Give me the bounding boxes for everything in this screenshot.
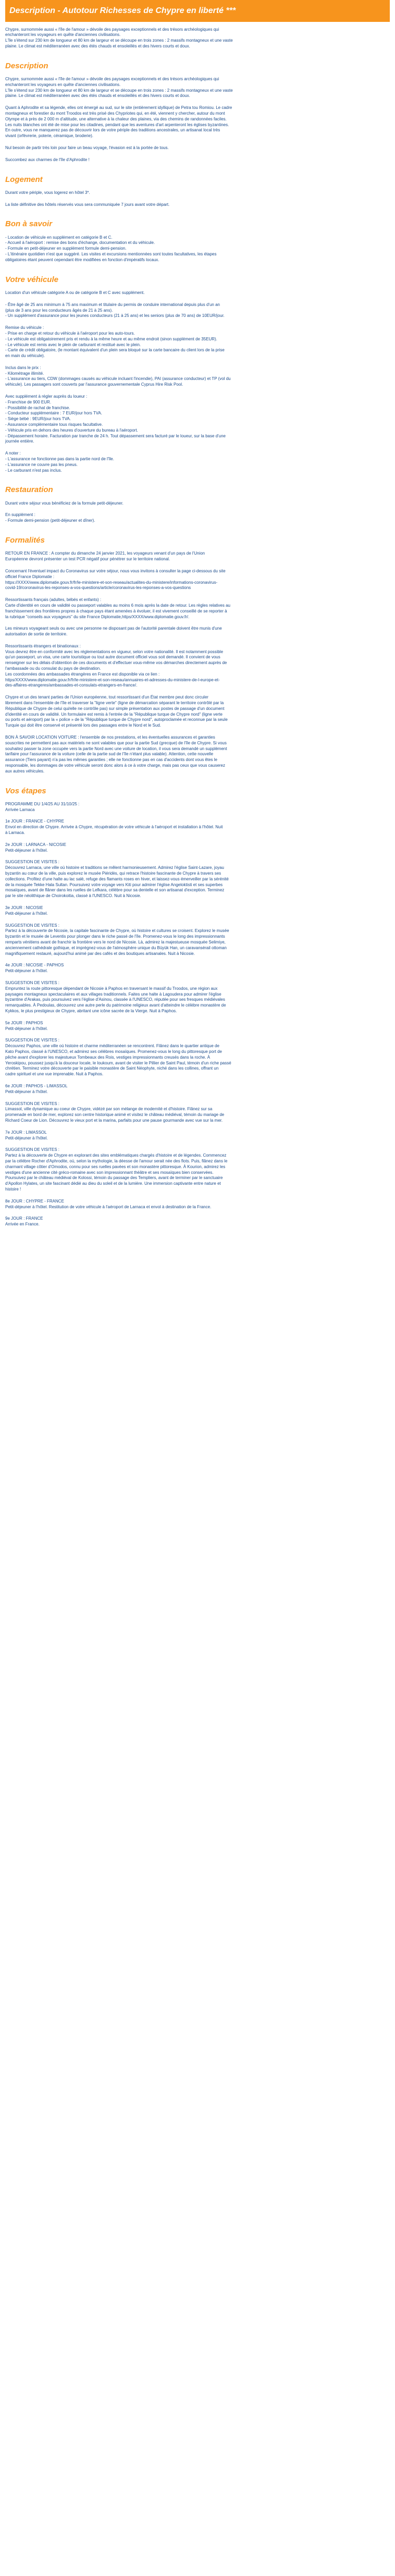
link-text[interactable]: https://XXXX/www.diplomatie.gouv.fr/fr/le-ministere-et-son-reseau/actualites-du-ministere/informations-coronavirus- <box>5 580 218 585</box>
text-line: - Franchise de 900 EUR. <box>5 399 52 404</box>
text-line: véhicule). Les passagers sont couverts par l'assurance gouvernementale Cyprus Hire Risk Pool. <box>5 382 183 387</box>
text-line: - Siège bébé : 9EUR/jour hors TVA. <box>5 416 71 422</box>
text-line: Durant votre périple, vous logerez en hôtel 3*. <box>5 190 90 195</box>
text-line: histoire ! <box>5 1186 21 1192</box>
text-line: SUGGESTION DE VISITES : <box>5 923 60 928</box>
text-block <box>5 963 390 974</box>
text-line: Kato Paphos, classé à l'UNESCO, et admirez ses célèbres mosaïques. Promenez-vous le long du pittoresque port de <box>5 1049 222 1054</box>
text-line: Quant à Aphrodite et sa légende, elles ont émergé au sud, sur le site (entièrement idyllique) de Petra tou Romiou. Le cadre <box>5 105 232 111</box>
text-line: 7e JOUR : LIMASSOL <box>5 1130 47 1135</box>
text-block <box>5 1216 390 1228</box>
text-line: covid-19/coronavirus-les-reponses-a-vos-questions/article/coronavirus-les-reponses-a-vos-questions <box>5 585 191 591</box>
text-line: - Prise en charge et retour du véhicule à l'aéroport pour les auto-tours. <box>5 330 135 336</box>
text-line: franchissement des frontières propres à chaque pays étant amenées à évoluer, il est vivement conseillé de se reporter à <box>5 608 227 614</box>
text-line: Carte d'identité en cours de validité ou passeport valables au moins 6 mois après la date de retour. Les règles relatives au <box>5 603 230 608</box>
text-line: RETOUR EN FRANCE : A compter du dimanche 24 janvier 2021, les voyageurs venant d'un pays de l'Union <box>5 551 205 556</box>
intro-line: plaine. Le climat est méditerranéen avec des étés chauds et ensoleillés et des hivers courts et doux. <box>5 43 190 48</box>
text-line: byzantin au cœur de la ville, puis explorez le musée Piéridès, qui retrace l'histoire fascinante de Chypre à travers ses <box>5 871 221 876</box>
text-line: Turquie qui doit être conservé et présenté lors des passages entre le Nord et le Sud. <box>5 723 161 728</box>
text-line: SUGGESTION DE VISITES : <box>5 1147 60 1152</box>
text-line: Vous devrez être en conformité avec les réglementations en vigueur, selon votre nationalité. Il est notamment possible <box>5 649 224 654</box>
text-line: tarifaire pour l'assurance de la voiture (celle de la partie sud de l'île n'étant plus valable). Attention, cette nouvelle <box>5 752 214 757</box>
text-line: Richard Coeur de Lion. Découvrez le vieux port et la marina, parfaits pour une pause gourmande avec vue sur la mer. <box>5 1118 223 1123</box>
text-line: Petit-déjeuner à l'hôtel. Restitution de votre véhicule à l'aéroport de Larnaca et envol à destination de la France. <box>5 1204 212 1209</box>
text-block <box>5 1147 390 1192</box>
text-line: vivant (orfèvrerie, poterie, céramique, broderie). <box>5 133 93 139</box>
text-line: Découvrez Larnaca, une ville où histoire et traditions se mêlent harmonieusement. Admirez l'église Saint-Lazare, joyau <box>5 865 224 870</box>
text-line: L'île s'étend sur 230 km de longueur et 80 km de largeur et se découpe en trois zones : 2 massifs montagneux et une vaste <box>5 88 233 93</box>
text-line: promenade en bord de mer, explorez son centre historique animé et visitez le château médiéval, témoin du mariage de <box>5 1112 225 1118</box>
text-line: aux autres véhicules. <box>5 768 45 774</box>
text-line: - Formule demi-pension (petit-déjeuner et dîner). <box>5 518 95 523</box>
text-line: remparts vénitiens avant de franchir la frontière vers le nord de Nicosie. Là, admirez la majestueuse mosquée Selimiye, <box>5 940 226 945</box>
text-line: En outre, vous ne manquerez pas de découvrir lors de votre périple des traditions ancestrales, un artisanat local très <box>5 128 220 133</box>
text-line: par le site néolithique de Choirokoitia, classé à l'UNESCO. Nuit à Nicosie. <box>5 893 141 899</box>
text-line: Petit-déjeuner à l'hôtel. <box>5 968 48 974</box>
text-line: enchanteront les voyageurs en quête d'anciennes civilisations. <box>5 82 121 87</box>
text-block <box>5 626 390 637</box>
text-line: - Être âgé de 25 ans minimum à 75 ans maximum et titulaire du permis de conduire international depuis plus d'un an <box>5 302 220 307</box>
text-line: Kykkos, le plus prestigieux de Chypre, abritant une icône sacrée de la Vierge. Nuit à Paphos. <box>5 1008 177 1013</box>
section-heading: Vos étapes <box>5 786 46 795</box>
text-line: BON À SAVOIR LOCATION VOITURE : l'ensemble de nos prestations, et les éventuelles assurances et garanties <box>5 735 215 740</box>
text-block <box>5 394 390 445</box>
link-text[interactable]: la rubrique "conseils aux voyageurs" du site France Diplomatie,https/XXXX/www.diplomatie.gouv.fr/. <box>5 614 190 619</box>
text-line: Les coordonnées des ambassades étrangères en France est disponible via ce lien : <box>5 671 160 677</box>
text-line: - L'itinéraire quotidien n'est que suggéré. Les visites et excursions mentionnées sont toutes facultatives, les étapes <box>5 252 217 257</box>
section-vos-etapes <box>5 786 390 1228</box>
text-line: Nul besoin de partir très loin pour faire un beau voyage, l'évasion est à la portée de tous. <box>5 145 169 150</box>
text-line: 6e JOUR : PAPHOS - LIMASSOL <box>5 1083 68 1088</box>
text-block <box>5 860 390 899</box>
section-heading: Logement <box>5 175 43 184</box>
text-line: Limassol, ville dynamique au coeur de Chypre, vidézé par son mélange de modernité et d'histoire. Flânez sur sa <box>5 1107 213 1112</box>
text-block <box>5 1038 390 1077</box>
section-heading: Votre véhicule <box>5 275 58 284</box>
text-line: magnifiquement restauré, aujourd'hui animé par des cafés et des boutiques artisanales. Nuit à Nicosie. <box>5 951 195 956</box>
section-heading: Formalités <box>5 536 45 545</box>
text-line: (plus de 3 ans pour les conducteurs âgés de 21 à 25 ans). <box>5 308 113 313</box>
text-block <box>5 512 390 524</box>
text-line: obligatoires étant peuvent cependant être modifiées en fonction d'impératifs locaux. <box>5 257 159 262</box>
text-line: à Larnaca. <box>5 830 25 836</box>
text-line: - Véhicule pris en dehors des heures d'ouverture du bureau à l'aéroport. <box>5 427 138 433</box>
text-line: Avec supplément à régler auprès du loueur : <box>5 394 88 399</box>
text-block <box>5 597 390 620</box>
text-line: d'Apollon Hylates, un site fascinant dédié au dieu du soleil et de la lumière. Une immersion captivante entre nature et <box>5 1181 221 1186</box>
text-line: - L'assurance ne fonctionne pas dans la partie nord de l'île. <box>5 457 114 462</box>
text-block <box>5 905 390 917</box>
text-line: - L'assurance au tiers, CDW (dommages causés au véhicule incluant l'incendie), PAI (assurance conducteur) et TP (vol du <box>5 376 231 382</box>
text-block <box>5 77 390 99</box>
text-line: Remise du véhicule : <box>5 325 44 330</box>
text-line: Ressortissants étrangers et binationaux : <box>5 643 81 648</box>
text-line: paysages montagneux spectaculaires et aux villages traditionnels. Faites une halte à Lagoudera pour admirer l'église <box>5 991 221 997</box>
text-line: 2e JOUR : LARNACA - NICOSIE <box>5 842 66 847</box>
text-block <box>5 1130 390 1142</box>
text-line: Partez à la découverte de Nicosie, la capitale fascinante de Chypre, où histoire et cultures se croisent. Explorez le musée <box>5 928 229 934</box>
text-block <box>5 105 390 139</box>
text-block <box>5 842 390 854</box>
text-block <box>5 1021 390 1032</box>
text-line: Envol en direction de Chypre. Arrivée à Chypre, récupération de votre véhicule à l'aéroport et installation à l'hôtel. Nuit <box>5 825 223 830</box>
text-line: autorisation de sortie de territoire. <box>5 632 68 637</box>
text-line: Arrivée Larnaca <box>5 807 35 812</box>
text-line: Partez à la découverte de Chypre en explorant des sites emblématiques chargés d'histoire et de légendes. Commencez <box>5 1153 227 1158</box>
text-line: Arrivée en France. <box>5 1222 40 1227</box>
text-block <box>5 735 390 775</box>
text-line: - Dépassement horaire. Facturation par tranche de 24 h. Tout dépassement sera facturé par le loueur, sur la base d'une <box>5 433 226 438</box>
text-line: Petit-déjeuner à l'hôtel. <box>5 911 48 916</box>
text-line: d'identité en cours de validité. Un formulaire est remis à l'entrée de la "République turque de Chypre nord" (ligne verte <box>5 712 223 717</box>
section-heading: Bon à savoir <box>5 219 53 229</box>
text-line: chrétien. Terminez votre découverte par le paisible monastère de Saint Néophyte, niché dans les collines, offrant un <box>5 1066 219 1071</box>
text-line: SUGGESTION DE VISITES : <box>5 980 60 985</box>
text-line: par la célèbre Rocher d'Aphrodite, où, selon la mythologie, la déesse de l'amour serait née des flots. Puis, flânez dans le <box>5 1158 228 1163</box>
text-block <box>5 644 390 689</box>
text-line: Ressortissants français (adultes, bébés et enfants) : <box>5 597 102 603</box>
text-line: Les nuits blanches ont été de mise pour les citadines, pendant que les aventures d'art arpenteront les églises byzantines. <box>5 122 229 127</box>
text-line: Empruntez la route pittoresque dépendant de Nicosie à Paphos en traversant le massif du Troodos, une région aux <box>5 986 218 991</box>
section-logement <box>5 175 390 208</box>
text-block <box>5 145 390 151</box>
text-line: SUGGESTION DE VISITES : <box>5 1038 60 1043</box>
text-line: plaine. Le climat est méditerranéen avec des étés chauds et ensoleillés et des hivers courts et doux. <box>5 93 190 99</box>
text-line: Petit-déjeuner à l'hôtel. <box>5 1089 48 1094</box>
text-line: souscrites ne permettent pas aux matériels ne sont valables que pour la partie Sud (grecque) de l'île de Chypre. Si vous <box>5 740 227 745</box>
text-line: Petit-déjeuner à l'hôtel. <box>5 1135 48 1140</box>
text-line: République de Chypre de celui qui/elle ne contrôle pas) sur simple présentation aux postes de passage d'un document <box>5 706 225 711</box>
text-block <box>5 202 390 208</box>
text-line: - Possibilité de rachat de franchise. <box>5 405 70 410</box>
text-block <box>5 235 390 263</box>
page <box>0 0 395 1244</box>
text-line: - Carte de crédit obligatoire, (le montant équivalent d'un plein sera bloqué sur la carte bancaire du client lors de la prise <box>5 348 225 353</box>
text-line: souhaitez passer la zone occupée vers la partie Nord avec une voiture de location, il vous sera demandé un supplément <box>5 746 227 751</box>
intro-block <box>5 27 390 50</box>
text-line: - Le véhicule est obligatoirement pris et rendu à la même heure et au même endroit (sinon supplément de 35EUR). <box>5 336 217 341</box>
text-line: - Conducteur supplémentaire : 7 EUR/jour hors TVA. <box>5 411 103 416</box>
text-block <box>5 290 390 296</box>
text-line: 8e JOUR : CHYPRE - FRANCE <box>5 1198 64 1204</box>
intro-line: Chypre, surnommée aussi « l'île de l'amour » dévoile des paysages exceptionnels et des trésors archéologiques qui <box>5 27 219 32</box>
text-line: de la mosquée Tekke Hala Sultan. Poursuivez votre voyage vers Kiti pour admirer l'église Angeloktisti et ses superbes <box>5 882 223 887</box>
section-bon-a-savoir <box>5 219 390 263</box>
text-line: 1e JOUR : FRANCE - CHYPRE <box>5 819 64 824</box>
text-line: Durant votre séjour vous bénéficiez de la formule petit-déjeuner. <box>5 500 124 506</box>
text-line: Yeroskipou, poussez jusqu'à la douceur locale, le loukoum, avant de visiter le Pillier de Saint Paul, témoin d'un riche passé <box>5 1060 231 1065</box>
text-line: ou ports et aéroport) par la « police » de la "République turque de Chypre nord", autoproclamée et reconnue par la seule <box>5 717 228 722</box>
page-title-banner: Description - Autotour Richesses de Chypre en liberté *** <box>5 0 390 22</box>
text-line: cadre spirituel et une vue imprenable. Nuit à Paphos. <box>5 1072 104 1077</box>
text-line: En supplément : <box>5 512 35 518</box>
text-block <box>5 569 390 591</box>
text-line: SUGGESTION DE VISITES : <box>5 860 60 865</box>
text-line: PROGRAMME DU 1/4/25 AU 31/10/25 : <box>5 801 80 806</box>
text-line: Européenne devront présenter un test PCR négatif pour pénétrer sur le territoire national. <box>5 557 170 562</box>
text-line: l'ambassade ou du consulat du pays de destination. <box>5 666 101 671</box>
section-formalites <box>5 535 390 775</box>
text-line: Chypre et un des tenant parties de l'Union européenne, tout ressortissant d'un État membre peut donc circuler <box>5 695 208 700</box>
text-line: Succombez aux charmes de l'île d'Aphrodite ! <box>5 157 90 162</box>
text-line: montagneux et forestier du mont Troodos est très prisé des Chypriotes qui, en été, viennent y chercher, autour du mont <box>5 111 225 116</box>
text-line: - Un supplément d'assurance pour les jeunes conducteurs (21 à 25 ans) et les seniors (plus de 70 ans) de 10EUR/jour. <box>5 313 225 318</box>
text-line: - L'assurance ne couvre pas les pneus. <box>5 462 78 467</box>
text-line: 9e JOUR : FRANCE <box>5 1216 43 1221</box>
text-block <box>5 923 390 957</box>
intro-text <box>5 27 390 50</box>
text-line: Petit-déjeuner à l'hôtel. <box>5 1026 48 1031</box>
text-line: - Location de véhicule en supplément en catégorie B et C. <box>5 235 113 240</box>
text-line: Les mineurs voyageant seuls ou avec une personne ne disposant pas de l'autorité parentale doivent être munis d'une <box>5 626 222 631</box>
text-line: 3e JOUR : NICOSIE <box>5 905 43 911</box>
text-line: responsable, les dommages de votre véhicule seront donc alors à ce à votre charge, mais pas ceux que vous causerez <box>5 763 226 768</box>
section-votre-vehicule <box>5 275 390 474</box>
text-block <box>5 1101 390 1124</box>
text-block <box>5 325 390 359</box>
text-block <box>5 551 390 562</box>
text-line: - Formule en petit-déjeuner en supplément formule demi-pension. <box>5 246 127 251</box>
text-line: Inclus dans le prix : <box>5 365 41 370</box>
text-line: renseigner sur les délais d'obtention de ces documents et d'effectuer vous-même vos démarches directement auprès de <box>5 660 227 666</box>
text-line: pêche avant d'explorer les majestueux Tombeaux des Rois, vestiges impressionnants creusés dans la roche. À <box>5 1054 211 1060</box>
text-line: qu'un passeport, un visa, une carte touristique ou tout autre document officiel vous soit demandé. Il convient de vous <box>5 655 220 660</box>
text-line: vestiges d'une ancienne cité gréco-romaine avec son impressionnant théâtre et ses mosaïques bien conservées. <box>5 1170 214 1175</box>
text-line: assurance (Tiers payant) n'a pas les mêmes garanties ; elle ne fonctionne pas en cas d'accidents dont vous êtes le <box>5 757 217 763</box>
text-line: byzantin et le musée de Leventis pour plonger dans le riche passé de l'île. Promenez-vous le long des impressionnants <box>5 934 225 939</box>
text-line: - Le véhicule est remis avec le plein de carburant et restitué avec le plein. <box>5 342 141 347</box>
text-line: - Kilométrage illimité. <box>5 371 44 376</box>
section-heading: Description <box>5 61 48 70</box>
text-line: des-affaires-etrangeres/ambassades-et-consulats-etrangers-en-france/. <box>5 683 138 688</box>
text-block <box>5 695 390 729</box>
text-line: mosaïques, avant de flâner dans les ruelles de Lefkara, célèbre pour sa dentelle et son artisanat d'exception. Terminez <box>5 888 225 893</box>
section-restauration <box>5 485 390 524</box>
text-line: Chypre, surnommée aussi « l'île de l'amour » dévoile des paysages exceptionnels et des trésors archéologiques qui <box>5 77 219 82</box>
text-line: officiel France Diplomatie : <box>5 574 55 579</box>
text-line: - Accueil à l'aéroport : remise des bons d'échange, documentation et du véhicule. <box>5 240 155 246</box>
text-block <box>5 819 390 836</box>
text-line: Poursuivez par le château médiéval de Kolossi, témoin du passage des Templiers, avant de terminer par le sanctuaire <box>5 1175 223 1181</box>
section-heading: Restauration <box>5 485 53 495</box>
text-block <box>5 157 390 163</box>
text-line: - Le carburant n'est pas inclus. <box>5 468 62 473</box>
text-line: remarquables. À Pedoulas, découvrez une autre perle du patrimoine religieux avant d'atteindre le célèbre monastère de <box>5 1003 226 1008</box>
text-line: Petit-déjeuner à l'hôtel. <box>5 848 48 853</box>
text-line: journée entière. <box>5 439 34 444</box>
text-line: anciennement cathédrale gothique, et imprégnez-vous de l'atmosphère unique du Büyük Han, un caravansérail ottoman <box>5 945 227 950</box>
text-line: La liste définitive des hôtels réservés vous sera communiquée 7 jours avant votre départ. <box>5 202 170 207</box>
text-block <box>5 302 390 319</box>
text-line: librement dans l'ensemble de l'île et traverser la "ligne verte" (ligne de démarcation séparant le territoire contrôlé par la <box>5 701 224 706</box>
text-line: SUGGESTION DE VISITES : <box>5 1101 60 1106</box>
text-line: - Assurance complémentaire tous risques facultative. <box>5 422 103 427</box>
text-block <box>5 501 390 507</box>
section-description <box>5 61 390 163</box>
text-line: en main du véhicule). <box>5 353 45 359</box>
link-text[interactable]: https/XXXX/www.diplomatie.gouv.fr/fr/le-ministere-et-son-reseau/annuaires-et-adresses-du-ministere-de-l-europe-et- <box>5 677 220 682</box>
text-block <box>5 980 390 1014</box>
text-line: Olympe et à près de 2 000 m d'altitude, une alternative à la chaleur des plaines, via des chemins de randonnées faciles. <box>5 116 227 121</box>
text-line: Découvrez Paphos, une ville où histoire et charme méditerranéen se rencontrent. Flânez dans le quartier antique de <box>5 1044 219 1049</box>
text-line: collections. Profitez d'une halte au lac salé, refuge des flamants roses en hiver, et laissez-vous émerveiller par la sérénité <box>5 876 229 881</box>
text-block <box>5 1084 390 1095</box>
text-line: 4e JOUR : NICOSIE - PAPHOS <box>5 963 64 968</box>
text-block <box>5 190 390 196</box>
text-line: 5e JOUR : PAPHOS <box>5 1020 43 1025</box>
text-block <box>5 365 390 388</box>
sections-container <box>5 61 390 1228</box>
text-block <box>5 802 390 813</box>
text-line: charmant village côtier d'Omodos, connu pour ses ruelles pavées et son monastère pittoresque. À Kourion, admirez les <box>5 1164 226 1169</box>
intro-line: enchanteront les voyageurs en quête d'anciennes civilisations. <box>5 32 121 38</box>
text-line: A noter : <box>5 451 21 456</box>
intro-line: L'île s'étend sur 230 km de longueur et 80 km de largeur et se découpe en trois zones : 2 massifs montagneux et une vaste <box>5 38 233 43</box>
text-block <box>5 451 390 473</box>
text-line: Concernant l'éventuel impact du Coronavirus sur votre séjour, nous vous invitons à consulter la page ci-dessous du site <box>5 568 226 573</box>
text-block <box>5 1199 390 1210</box>
text-line: byzantine d'Arakas, puis poursuivez vers l'église d'Asinou, classée à l'UNESCO, réputée pour ses fresques médiévales <box>5 997 225 1002</box>
text-line: Location d'un véhicule catégorie A ou de catégorie B et C avec supplément. <box>5 290 145 295</box>
